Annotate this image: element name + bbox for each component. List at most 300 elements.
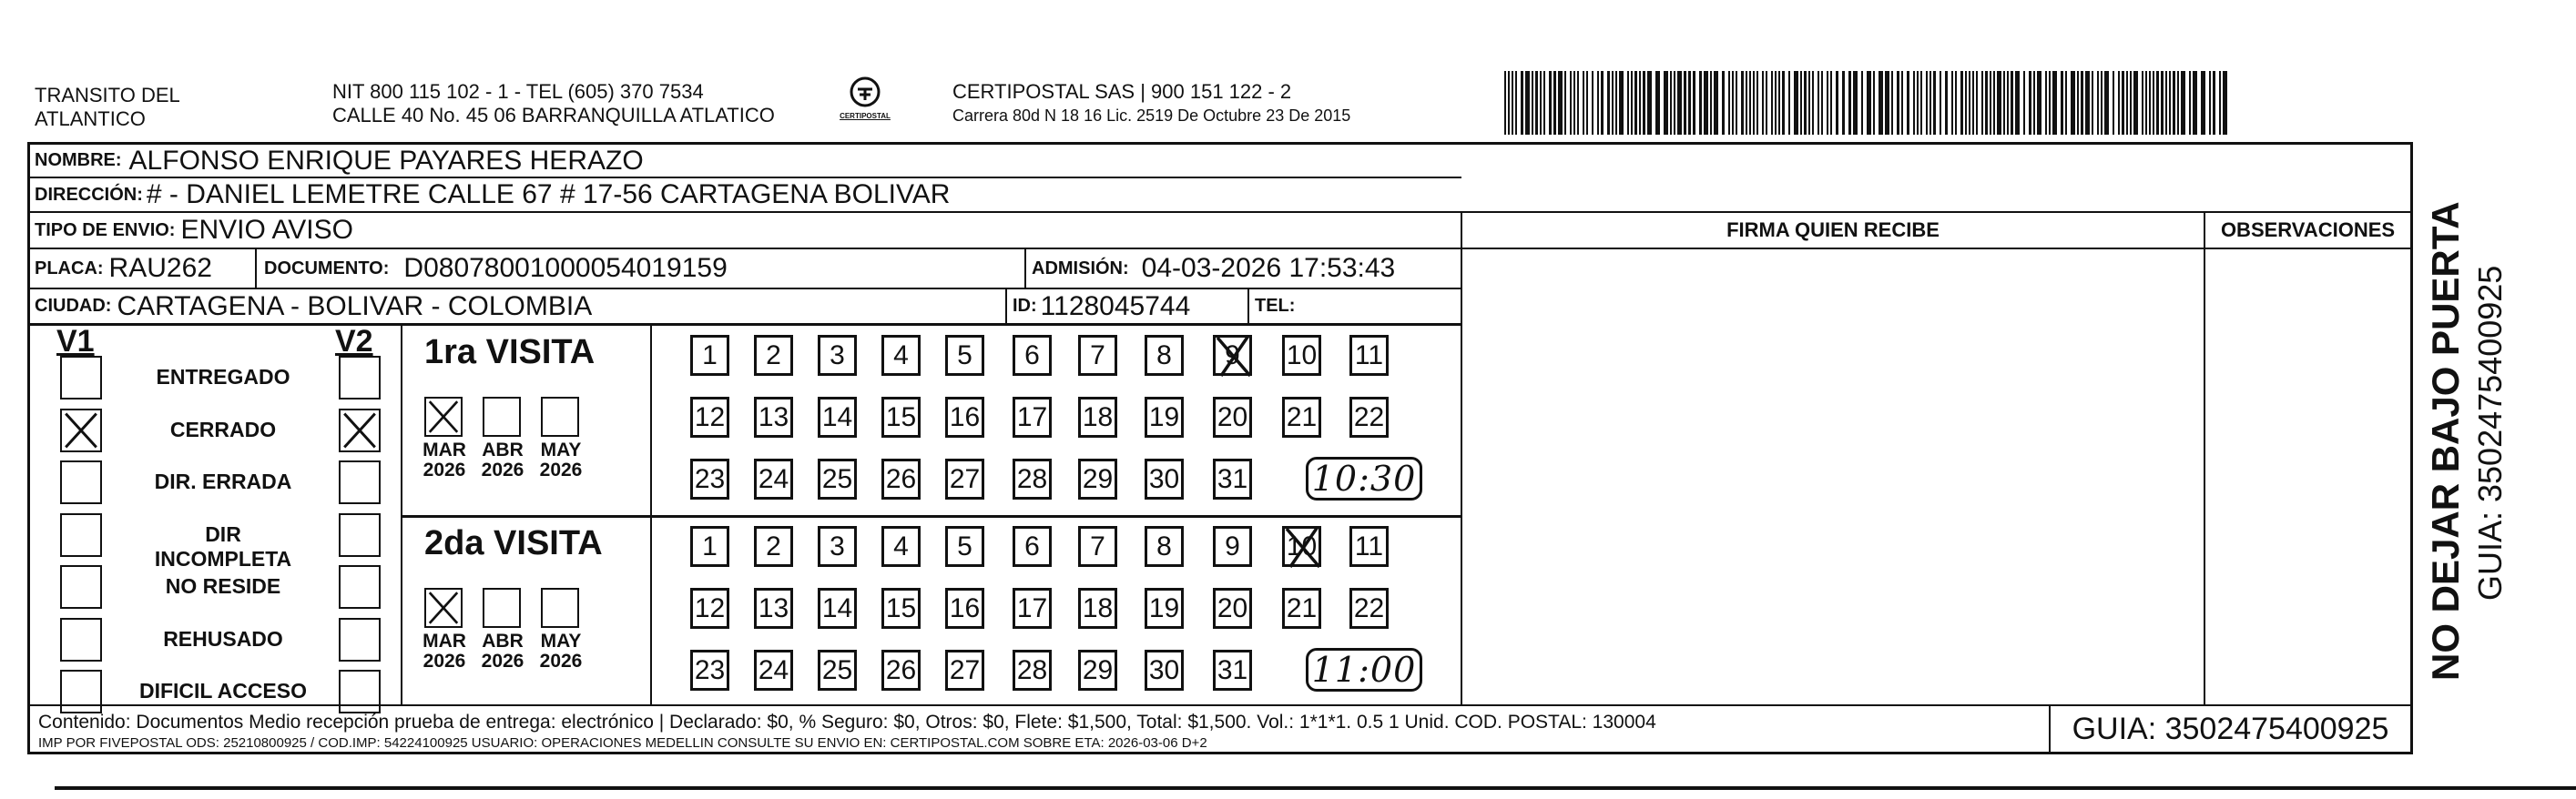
day-box[interactable]: [1078, 397, 1117, 438]
placa-value: RAU262: [108, 253, 212, 283]
day-box[interactable]: [1078, 650, 1117, 691]
day-number: 3: [830, 339, 845, 370]
barcode-bar: [1512, 71, 1513, 135]
day-box[interactable]: [1145, 588, 1184, 629]
month-year: 2026: [481, 460, 524, 480]
day-number: 2: [766, 531, 781, 561]
barcode-bar: [1853, 71, 1858, 135]
day-box[interactable]: [881, 397, 921, 438]
month-label: [417, 440, 472, 480]
barcode-bar: [2153, 71, 2154, 135]
day-number: 13: [758, 401, 789, 432]
barcode-bar: [2015, 71, 2020, 135]
barcode-bar: [1710, 71, 1712, 135]
v1-checkbox[interactable]: [60, 513, 102, 557]
barcode-bar: [1540, 71, 1542, 135]
barcode-bar: [2007, 71, 2009, 135]
day-number: 21: [1286, 592, 1318, 623]
day-number: 12: [694, 401, 726, 432]
barcode-bar: [1558, 71, 1563, 135]
day-number: 28: [1016, 654, 1048, 685]
day-number: 16: [949, 401, 981, 432]
day-number: 4: [893, 339, 909, 370]
barcode-bar: [1693, 71, 1695, 135]
barcode-bar: [1812, 71, 1814, 135]
day-box[interactable]: [818, 459, 857, 500]
direccion-label: DIRECCIÓN:: [35, 184, 143, 205]
barcode-bar: [1800, 71, 1802, 135]
issuer-address: CALLE 40 No. 45 06 BARRANQUILLA ATLATICO: [332, 104, 775, 126]
v1-checkbox[interactable]: [60, 618, 102, 662]
barcode-bar: [1817, 71, 1819, 135]
barcode-bar: [2209, 71, 2211, 135]
barcode-bar: [1997, 71, 2001, 135]
x-mark-icon: [62, 410, 100, 450]
day-number: 29: [1082, 654, 1114, 685]
v2-checkbox[interactable]: [339, 513, 381, 557]
status-option-label: CERRADO: [169, 418, 277, 441]
status-option-label: DIFICIL ACCESO: [138, 679, 307, 703]
barcode-bar: [1525, 71, 1530, 135]
barcode-bar: [2118, 71, 2120, 135]
barcode-bar: [2133, 71, 2138, 135]
barcode-bar: [1728, 71, 1730, 135]
day-box[interactable]: [1282, 526, 1321, 567]
barcode-bar: [1521, 71, 1523, 135]
day-number: 24: [758, 463, 789, 494]
day-number: 31: [1217, 463, 1248, 494]
day-box[interactable]: [754, 459, 793, 500]
barcode-bar: [1907, 71, 1909, 135]
barcode-bar: [1782, 71, 1785, 135]
month-checkbox[interactable]: [424, 397, 463, 437]
day-box[interactable]: [1282, 335, 1321, 376]
day-box[interactable]: [690, 459, 729, 500]
day-number: 24: [758, 654, 789, 685]
day-number: 13: [758, 592, 789, 623]
barcode-bar: [1597, 71, 1599, 135]
day-number: 21: [1286, 401, 1318, 432]
v2-checkbox[interactable]: [339, 565, 381, 609]
day-number: 31: [1217, 654, 1248, 685]
day-box[interactable]: [1013, 650, 1052, 691]
day-box[interactable]: [690, 588, 729, 629]
month-year: 2026: [539, 460, 583, 480]
month-label: [417, 632, 472, 672]
barcode-bar: [1940, 71, 1941, 135]
v1-checkbox[interactable]: [60, 670, 102, 713]
day-number: 19: [1148, 401, 1180, 432]
barcode-bar: [1960, 71, 1963, 135]
v1-checkbox[interactable]: [60, 460, 102, 504]
id-value: 1128045744: [1040, 290, 1191, 321]
month-label: [534, 440, 588, 480]
month-checkbox[interactable]: [483, 588, 521, 628]
barcode-bar: [2122, 71, 2124, 135]
documento-label: DOCUMENTO:: [264, 258, 390, 278]
barcode-bar: [1570, 71, 1572, 135]
day-box[interactable]: [1078, 588, 1117, 629]
day-box[interactable]: [1145, 397, 1184, 438]
barcode-bar: [1714, 71, 1718, 135]
day-box[interactable]: [1349, 335, 1389, 376]
day-box[interactable]: [690, 397, 729, 438]
handwritten-time: 10:30: [1311, 459, 1417, 499]
v1-checkbox[interactable]: [60, 356, 102, 400]
barcode-bar: [2101, 71, 2103, 135]
barcode-bar: [2023, 71, 2025, 135]
barcode-bar: [1993, 71, 1995, 135]
issuer-name-line1: TRANSITO DEL: [35, 84, 180, 106]
month-name: ABR: [482, 440, 524, 460]
barcode-bar: [2113, 71, 2114, 135]
barcode-bar: [1746, 71, 1747, 135]
barcode-bar: [1873, 71, 1875, 135]
day-number: 2: [766, 339, 781, 370]
side-guia: GUIA: 3502475400925: [2471, 265, 2509, 601]
barcode-bar: [1955, 71, 1957, 135]
month-checkbox[interactable]: [541, 588, 579, 628]
footer-guia: [2051, 706, 2410, 752]
barcode-bar: [1867, 71, 1871, 135]
x-mark-icon: [426, 399, 461, 435]
barcode-bar: [1827, 71, 1828, 135]
day-box[interactable]: [1013, 459, 1052, 500]
day-box[interactable]: [945, 650, 984, 691]
day-number: 14: [821, 401, 853, 432]
barcode-bar: [1920, 71, 1922, 135]
day-box[interactable]: [1078, 526, 1117, 567]
barcode-bar: [1564, 71, 1566, 135]
day-number: 20: [1217, 592, 1248, 623]
day-box[interactable]: [881, 459, 921, 500]
tipo-envio-label: TIPO DE ENVIO:: [35, 219, 176, 240]
day-box[interactable]: [754, 650, 793, 691]
day-x-mark-icon: [1214, 332, 1254, 379]
v1-label: V1: [56, 324, 95, 359]
firma-header: [1462, 213, 2204, 248]
barcode-bar: [1778, 71, 1780, 135]
day-number: 30: [1148, 654, 1180, 685]
day-box[interactable]: [690, 526, 729, 567]
barcode-bar: [1736, 71, 1737, 135]
day-box[interactable]: [754, 588, 793, 629]
tipo-envio-row: [35, 213, 353, 248]
day-box[interactable]: [1213, 526, 1252, 567]
barcode-bar: [2181, 71, 2185, 135]
placa-cell: [35, 249, 212, 288]
day-box[interactable]: [1078, 335, 1117, 376]
day-box[interactable]: [1013, 526, 1052, 567]
barcode-bar: [2145, 71, 2147, 135]
day-box[interactable]: [881, 650, 921, 691]
barcode-bar: [1926, 71, 1928, 135]
barcode-bar: [1741, 71, 1744, 135]
day-box[interactable]: [1213, 588, 1252, 629]
day-number: 28: [1016, 463, 1048, 494]
footer-imp: IMP POR FIVEPOSTAL ODS: 25210800925 / COD.IMP: 54224100925 USUARIO: OPERACIONES MEDELLIN CONSULTE SU ENVIO EN: CERTIPOSTAL.COM SOBRE ETA: 2026-03-06 D+2: [38, 735, 1207, 751]
day-number: 23: [694, 463, 726, 494]
barcode-bar: [2011, 71, 2013, 135]
day-number: 9: [1225, 339, 1240, 370]
visit-title: 2da VISITA: [424, 524, 603, 562]
barcode-bar: [2037, 71, 2041, 135]
day-number: 30: [1148, 463, 1180, 494]
day-box[interactable]: [1145, 459, 1184, 500]
day-box[interactable]: [818, 650, 857, 691]
barcode-bar: [1643, 71, 1645, 135]
day-box[interactable]: [690, 335, 729, 376]
barcode-bar: [1842, 71, 1845, 135]
day-box[interactable]: [881, 526, 921, 567]
courier-license: Carrera 80d N 18 16 Lic. 2519 De Octubre 23 De 2015: [952, 106, 1351, 125]
barcode-bar: [1933, 71, 1936, 135]
day-number: 14: [821, 592, 853, 623]
barcode-bar: [1771, 71, 1773, 135]
day-box[interactable]: [818, 335, 857, 376]
day-box[interactable]: [1145, 526, 1184, 567]
observaciones-header: [2205, 213, 2410, 248]
barcode-bar: [2156, 71, 2159, 135]
barcode-bar: [1688, 71, 1691, 135]
handwritten-time-box: [1306, 648, 1422, 692]
handwritten-time: 11:00: [1311, 650, 1417, 690]
day-box[interactable]: [1145, 335, 1184, 376]
status-option-label: ENTREGADO: [156, 365, 290, 389]
month-year: 2026: [481, 651, 524, 672]
barcode-bar: [1897, 71, 1899, 135]
month-name: MAY: [540, 631, 582, 652]
barcode-bar: [1848, 71, 1851, 135]
barcode-bar: [1627, 71, 1629, 135]
barcode-bar: [1722, 71, 1725, 135]
day-number: 5: [957, 339, 972, 370]
day-number: 1: [702, 339, 718, 370]
day-box[interactable]: [1013, 588, 1052, 629]
day-number: 5: [957, 531, 972, 561]
month-checkbox[interactable]: [424, 588, 463, 628]
barcode-bar: [1766, 71, 1767, 135]
barcode-bar: [1821, 71, 1823, 135]
day-number: 4: [893, 531, 909, 561]
day-box[interactable]: [1013, 397, 1052, 438]
barcode-bar: [1670, 71, 1672, 135]
day-box[interactable]: [945, 397, 984, 438]
day-number: 17: [1016, 592, 1048, 623]
barcode-bar: [1972, 71, 1974, 135]
day-number: 6: [1024, 531, 1040, 561]
barcode-bar: [1762, 71, 1764, 135]
barcode-bar: [1639, 71, 1641, 135]
day-box[interactable]: [945, 335, 984, 376]
barcode-bar: [1951, 71, 1953, 135]
barcode-bar: [1808, 71, 1810, 135]
day-number: 27: [949, 463, 981, 494]
id-cell: [1013, 289, 1190, 323]
tel-label: TEL:: [1255, 296, 1296, 316]
month-label: [475, 440, 530, 480]
barcode-bar: [1677, 71, 1682, 135]
v1-checkbox[interactable]: [60, 565, 102, 609]
barcode-bar: [1583, 71, 1584, 135]
barcode-bar: [2201, 71, 2205, 135]
day-box[interactable]: [945, 588, 984, 629]
v1-checkbox[interactable]: [60, 409, 102, 452]
v2-label: V2: [335, 324, 373, 359]
barcode-bar: [1976, 71, 1978, 135]
barcode-bar: [2033, 71, 2035, 135]
month-checkbox[interactable]: [483, 397, 521, 437]
barcode-bar: [2085, 71, 2090, 135]
day-box[interactable]: [1282, 397, 1321, 438]
day-number: 15: [885, 401, 917, 432]
v2-checkbox[interactable]: [339, 618, 381, 662]
barcode-bar: [1532, 71, 1533, 135]
month-checkbox[interactable]: [541, 397, 579, 437]
day-box[interactable]: [1078, 459, 1117, 500]
day-number: 17: [1016, 401, 1048, 432]
barcode-bar: [1573, 71, 1575, 135]
barcode-bar: [1504, 71, 1506, 135]
barcode-bar: [1775, 71, 1777, 135]
day-number: 18: [1082, 401, 1114, 432]
day-number: 25: [821, 463, 853, 494]
status-option-label: REHUSADO: [163, 627, 283, 651]
day-box[interactable]: [881, 335, 921, 376]
barcode-bar: [2029, 71, 2031, 135]
barcode-bar: [1655, 71, 1660, 135]
barcode-bar: [2052, 71, 2057, 135]
placa-label: PLACA:: [35, 258, 104, 278]
v2-checkbox[interactable]: [339, 670, 381, 713]
barcode-bar: [1586, 71, 1588, 135]
barcode-bar: [1788, 71, 1790, 135]
courier-logo-icon: [847, 76, 883, 107]
firma-header-label: FIRMA QUIEN RECIBE: [1726, 218, 1940, 241]
barcode-bar: [1601, 71, 1604, 135]
day-number: 29: [1082, 463, 1114, 494]
barcode-bar: [1753, 71, 1755, 135]
day-box[interactable]: [1349, 588, 1389, 629]
barcode-bar: [1631, 71, 1633, 135]
barcode-bar: [1674, 71, 1675, 135]
barcode-bar: [2049, 71, 2051, 135]
day-number: 23: [694, 654, 726, 685]
barcode-bar: [1879, 71, 1883, 135]
barcode-bar: [2077, 71, 2079, 135]
barcode-bar: [1830, 71, 1832, 135]
tel-cell: [1255, 289, 1300, 323]
ciudad-label: CIUDAD:: [35, 296, 112, 316]
day-box[interactable]: [690, 650, 729, 691]
day-box[interactable]: [881, 588, 921, 629]
day-box[interactable]: [1013, 335, 1052, 376]
barcode-bar: [1592, 71, 1593, 135]
barcode-bar: [2045, 71, 2047, 135]
day-box[interactable]: [1145, 650, 1184, 691]
day-box[interactable]: [945, 526, 984, 567]
barcode-bar: [1901, 71, 1903, 135]
barcode-bar: [1913, 71, 1915, 135]
day-box[interactable]: [1213, 650, 1252, 691]
footer-guia-number: GUIA: 3502475400925: [2072, 711, 2389, 746]
day-box[interactable]: [754, 397, 793, 438]
day-box[interactable]: [1213, 397, 1252, 438]
day-box[interactable]: [1213, 335, 1252, 376]
day-box[interactable]: [1349, 526, 1389, 567]
v2-checkbox[interactable]: [339, 409, 381, 452]
barcode-bar: [2003, 71, 2005, 135]
direccion-row: [35, 178, 950, 211]
v2-checkbox[interactable]: [339, 460, 381, 504]
day-x-mark-icon: [1283, 523, 1323, 571]
barcode-bar: [1612, 71, 1614, 135]
barcode-bar: [2213, 71, 2215, 135]
day-box[interactable]: [754, 335, 793, 376]
day-number: 20: [1217, 401, 1248, 432]
barcode-bars: [1504, 71, 2227, 135]
courier-info: [952, 80, 1350, 127]
barcode-bar: [1634, 71, 1637, 135]
documento-value: D08078001000054019159: [403, 253, 728, 283]
barcode-bar: [1619, 71, 1624, 135]
barcode-bar: [1704, 71, 1708, 135]
day-box[interactable]: [818, 588, 857, 629]
barcode-bar: [1804, 71, 1807, 135]
barcode-bar: [1891, 71, 1893, 135]
id-label: ID:: [1013, 296, 1037, 316]
barcode-bar: [1836, 71, 1838, 135]
day-number: 8: [1156, 339, 1172, 370]
barcode-bar: [1749, 71, 1751, 135]
day-box[interactable]: [1282, 588, 1321, 629]
day-box[interactable]: [818, 526, 857, 567]
issuer-name-line2: ATLANTICO: [35, 107, 146, 130]
barcode-bar: [1990, 71, 1991, 135]
barcode-bar: [1684, 71, 1686, 135]
day-number: 25: [821, 654, 853, 685]
admision-label: ADMISIÓN:: [1032, 258, 1129, 278]
day-number: 10: [1286, 339, 1318, 370]
day-number: 7: [1090, 339, 1105, 370]
month-name: MAR: [423, 631, 466, 652]
day-box[interactable]: [1213, 459, 1252, 500]
barcode-bar: [2130, 71, 2132, 135]
barcode-bar: [1861, 71, 1863, 135]
barcode-bar: [2177, 71, 2179, 135]
month-name: ABR: [482, 631, 524, 652]
month-year: 2026: [423, 651, 466, 672]
day-number: 26: [885, 654, 917, 685]
barcode-bar: [2189, 71, 2191, 135]
v2-checkbox[interactable]: [339, 356, 381, 400]
handwritten-time-box: [1306, 457, 1422, 501]
footer-contenido: Contenido: Documentos Medio recepción prueba de entrega: electrónico | Declarado: $0, % Seguro: $0, Otros: $0, Flete: $1,500, Total: $1,500. Vol.: 1*1*1. 0.5 1 Unid. COD. POSTAL: 130004: [38, 712, 1656, 733]
day-box[interactable]: [1349, 397, 1389, 438]
barcode-bar: [2071, 71, 2075, 135]
day-number: 26: [885, 463, 917, 494]
day-box[interactable]: [754, 526, 793, 567]
issuer-name: [35, 84, 180, 131]
day-box[interactable]: [818, 397, 857, 438]
documento-cell: [264, 249, 728, 288]
month-name: MAR: [423, 440, 466, 460]
barcode-bar: [1577, 71, 1579, 135]
barcode-bar: [2097, 71, 2099, 135]
barcode-bar: [2165, 71, 2167, 135]
barcode-bar: [2193, 71, 2197, 135]
day-box[interactable]: [945, 459, 984, 500]
